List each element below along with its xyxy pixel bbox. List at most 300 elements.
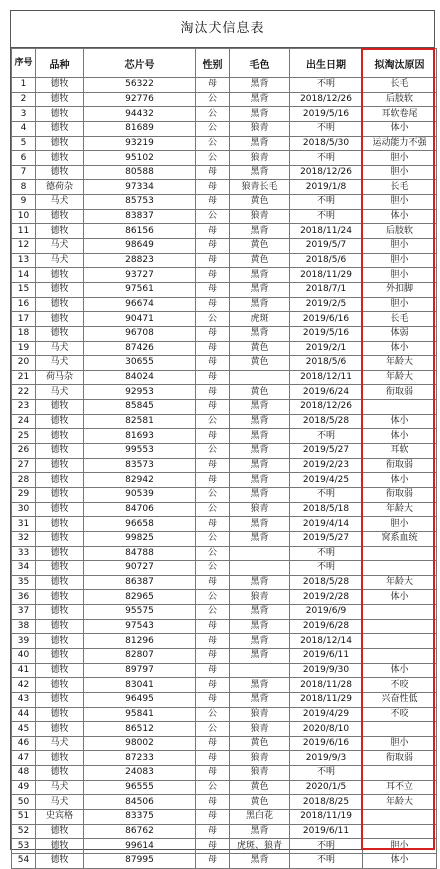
- cell-seq: 34: [12, 561, 36, 576]
- cell-chip: 83375: [84, 810, 196, 825]
- cell-chip: 98002: [84, 736, 196, 751]
- cell-color: 黑背: [230, 107, 290, 122]
- cell-chip: 96674: [84, 297, 196, 312]
- cell-sex: 公: [196, 531, 230, 546]
- cell-reason: 衔取弱: [363, 751, 437, 766]
- cell-chip: 99553: [84, 444, 196, 459]
- cell-reason: 体小: [363, 663, 437, 678]
- cell-color: 黑背: [230, 429, 290, 444]
- cell-breed: 德牧: [36, 853, 84, 868]
- cell-seq: 44: [12, 707, 36, 722]
- cell-color: 黄色: [230, 253, 290, 268]
- cell-breed: 德牧: [36, 297, 84, 312]
- header-sex: 性别: [196, 49, 230, 78]
- cell-color: 黑背: [230, 634, 290, 649]
- cell-breed: 德牧: [36, 136, 84, 151]
- cell-chip: 93727: [84, 268, 196, 283]
- cell-reason: 体小: [363, 429, 437, 444]
- cell-seq: 22: [12, 385, 36, 400]
- table-row: [12, 326, 437, 341]
- cell-breed: 德牧: [36, 268, 84, 283]
- cell-breed: 德牧: [36, 546, 84, 561]
- dog-info-sheet: [10, 10, 435, 866]
- cell-sex: 母: [196, 165, 230, 180]
- cell-sex: 母: [196, 341, 230, 356]
- cell-birth: 2018/5/6: [290, 253, 363, 268]
- cell-color: 虎斑、狼青: [230, 839, 290, 854]
- header-birth: 出生日期: [290, 49, 363, 78]
- cell-seq: 48: [12, 766, 36, 781]
- cell-color: [230, 370, 290, 385]
- cell-breed: 德牧: [36, 502, 84, 517]
- header-chip: 芯片号: [84, 49, 196, 78]
- header-color: 毛色: [230, 49, 290, 78]
- cell-seq: 18: [12, 326, 36, 341]
- cell-reason: 长毛: [363, 180, 437, 195]
- cell-seq: 5: [12, 136, 36, 151]
- cell-reason: 后肢软: [363, 92, 437, 107]
- cell-reason: 耳软: [363, 444, 437, 459]
- cell-chip: 81689: [84, 121, 196, 136]
- cell-breed: 德牧: [36, 224, 84, 239]
- cell-birth: 不明: [290, 78, 363, 93]
- header-seq: 序号: [12, 49, 36, 78]
- table-row: [12, 766, 437, 781]
- cell-chip: 86387: [84, 575, 196, 590]
- cell-seq: 13: [12, 253, 36, 268]
- cell-chip: 95841: [84, 707, 196, 722]
- cell-seq: 3: [12, 107, 36, 122]
- cell-birth: 不明: [290, 561, 363, 576]
- cell-color: 黑背: [230, 487, 290, 502]
- cell-color: 狼青: [230, 121, 290, 136]
- cell-seq: 31: [12, 517, 36, 532]
- cell-chip: 90727: [84, 561, 196, 576]
- cell-sex: 公: [196, 561, 230, 576]
- cell-chip: 84788: [84, 546, 196, 561]
- cell-sex: 母: [196, 458, 230, 473]
- cell-seq: 10: [12, 209, 36, 224]
- cell-color: 黑背: [230, 458, 290, 473]
- cell-reason: [363, 619, 437, 634]
- cell-seq: 2: [12, 92, 36, 107]
- cell-seq: 23: [12, 400, 36, 415]
- cell-chip: 96658: [84, 517, 196, 532]
- cell-breed: 德牧: [36, 209, 84, 224]
- cell-reason: 外扣脚: [363, 282, 437, 297]
- cell-birth: 不明: [290, 209, 363, 224]
- table-row: [12, 165, 437, 180]
- table-row: [12, 692, 437, 707]
- cell-breed: 德牧: [36, 165, 84, 180]
- cell-sex: 母: [196, 751, 230, 766]
- cell-color: 黑背: [230, 224, 290, 239]
- cell-sex: 母: [196, 385, 230, 400]
- cell-chip: 86762: [84, 824, 196, 839]
- cell-birth: 不明: [290, 429, 363, 444]
- cell-chip: 97334: [84, 180, 196, 195]
- cell-seq: 26: [12, 444, 36, 459]
- cell-sex: 母: [196, 619, 230, 634]
- cell-seq: 24: [12, 414, 36, 429]
- cell-color: 黑背: [230, 619, 290, 634]
- cell-breed: 德牧: [36, 678, 84, 693]
- cell-color: 狼青: [230, 151, 290, 166]
- cell-reason: [363, 810, 437, 825]
- cell-breed: 马犬: [36, 195, 84, 210]
- header-breed: 品种: [36, 49, 84, 78]
- cell-seq: 32: [12, 531, 36, 546]
- cell-breed: 马犬: [36, 253, 84, 268]
- cell-reason: 胆小: [363, 268, 437, 283]
- table-row: [12, 107, 437, 122]
- cell-color: 黑背: [230, 575, 290, 590]
- cell-color: 黑背: [230, 853, 290, 868]
- cell-breed: 德牧: [36, 561, 84, 576]
- cell-reason: 体弱: [363, 326, 437, 341]
- cell-breed: 德牧: [36, 107, 84, 122]
- cell-color: 黑白花: [230, 810, 290, 825]
- cell-sex: 母: [196, 824, 230, 839]
- cell-reason: 后肢软: [363, 224, 437, 239]
- cell-chip: 87233: [84, 751, 196, 766]
- table-row: [12, 517, 437, 532]
- table-row: [12, 180, 437, 195]
- cell-seq: 47: [12, 751, 36, 766]
- cell-sex: 母: [196, 297, 230, 312]
- cell-seq: 19: [12, 341, 36, 356]
- cell-breed: 德牧: [36, 487, 84, 502]
- cell-chip: 99825: [84, 531, 196, 546]
- cell-chip: 97561: [84, 282, 196, 297]
- cell-birth: 2018/11/19: [290, 810, 363, 825]
- cell-chip: 80588: [84, 165, 196, 180]
- cell-breed: 德牧: [36, 575, 84, 590]
- table-row: [12, 385, 437, 400]
- dog-table: [11, 48, 437, 869]
- table-row: [12, 268, 437, 283]
- cell-birth: 2019/6/11: [290, 824, 363, 839]
- cell-sex: 公: [196, 312, 230, 327]
- cell-sex: 母: [196, 180, 230, 195]
- cell-color: 黑背: [230, 297, 290, 312]
- cell-color: 狼青: [230, 590, 290, 605]
- cell-breed: 德牧: [36, 634, 84, 649]
- cell-sex: 母: [196, 326, 230, 341]
- cell-color: 黄色: [230, 795, 290, 810]
- cell-sex: 母: [196, 766, 230, 781]
- cell-reason: 体小: [363, 853, 437, 868]
- cell-sex: 公: [196, 590, 230, 605]
- cell-seq: 16: [12, 297, 36, 312]
- cell-birth: 2020/8/10: [290, 722, 363, 737]
- cell-seq: 28: [12, 473, 36, 488]
- cell-color: 黑背: [230, 78, 290, 93]
- cell-color: 黑背: [230, 136, 290, 151]
- cell-sex: 母: [196, 473, 230, 488]
- cell-birth: 2019/2/5: [290, 297, 363, 312]
- cell-color: 黄色: [230, 239, 290, 254]
- cell-sex: 母: [196, 810, 230, 825]
- cell-seq: 41: [12, 663, 36, 678]
- cell-breed: 德牧: [36, 282, 84, 297]
- cell-seq: 38: [12, 619, 36, 634]
- cell-sex: 母: [196, 195, 230, 210]
- table-row: [12, 619, 437, 634]
- header-row: [12, 49, 437, 78]
- cell-breed: 德牧: [36, 648, 84, 663]
- cell-chip: 84706: [84, 502, 196, 517]
- cell-breed: 德牧: [36, 429, 84, 444]
- table-row: [12, 561, 437, 576]
- cell-reason: 不咬: [363, 678, 437, 693]
- table-row: [12, 151, 437, 166]
- cell-reason: [363, 766, 437, 781]
- cell-reason: 长毛: [363, 78, 437, 93]
- cell-seq: 49: [12, 780, 36, 795]
- cell-chip: 89797: [84, 663, 196, 678]
- cell-seq: 51: [12, 810, 36, 825]
- table-row: [12, 78, 437, 93]
- cell-color: 狼青: [230, 502, 290, 517]
- cell-breed: 德牧: [36, 619, 84, 634]
- cell-color: 黑背: [230, 517, 290, 532]
- cell-sex: 母: [196, 282, 230, 297]
- cell-reason: 胆小: [363, 195, 437, 210]
- table-row: [12, 502, 437, 517]
- cell-seq: 4: [12, 121, 36, 136]
- cell-seq: 53: [12, 839, 36, 854]
- cell-breed: 德牧: [36, 692, 84, 707]
- cell-breed: 德牧: [36, 92, 84, 107]
- cell-sex: 公: [196, 605, 230, 620]
- cell-sex: 母: [196, 268, 230, 283]
- cell-breed: 德牧: [36, 722, 84, 737]
- cell-chip: 92776: [84, 92, 196, 107]
- cell-color: [230, 561, 290, 576]
- cell-reason: 体小: [363, 473, 437, 488]
- cell-reason: [363, 648, 437, 663]
- table-row: [12, 531, 437, 546]
- cell-color: 虎斑: [230, 312, 290, 327]
- cell-chip: 86512: [84, 722, 196, 737]
- table-row: [12, 282, 437, 297]
- cell-sex: 公: [196, 722, 230, 737]
- table-row: [12, 839, 437, 854]
- cell-birth: 2019/4/14: [290, 517, 363, 532]
- cell-reason: 不咬: [363, 707, 437, 722]
- table-row: [12, 810, 437, 825]
- cell-birth: 2018/11/24: [290, 224, 363, 239]
- cell-seq: 29: [12, 487, 36, 502]
- cell-chip: 94432: [84, 107, 196, 122]
- cell-reason: [363, 722, 437, 737]
- cell-sex: 母: [196, 429, 230, 444]
- cell-reason: 胆小: [363, 239, 437, 254]
- cell-reason: 胆小: [363, 165, 437, 180]
- cell-breed: 德牧: [36, 414, 84, 429]
- cell-breed: 马犬: [36, 795, 84, 810]
- cell-reason: 体小: [363, 341, 437, 356]
- table-row: [12, 648, 437, 663]
- cell-birth: 2019/6/9: [290, 605, 363, 620]
- cell-birth: 2018/11/29: [290, 268, 363, 283]
- table-row: [12, 297, 437, 312]
- cell-sex: 母: [196, 736, 230, 751]
- cell-chip: 82581: [84, 414, 196, 429]
- cell-color: 黑背: [230, 824, 290, 839]
- cell-reason: 年龄大: [363, 356, 437, 371]
- cell-color: 黑背: [230, 678, 290, 693]
- cell-breed: 德牧: [36, 458, 84, 473]
- cell-birth: 不明: [290, 121, 363, 136]
- cell-reason: 胆小: [363, 839, 437, 854]
- table-row: [12, 92, 437, 107]
- cell-reason: [363, 824, 437, 839]
- cell-birth: 2019/6/16: [290, 312, 363, 327]
- cell-birth: 2019/9/30: [290, 663, 363, 678]
- cell-birth: 2018/5/28: [290, 575, 363, 590]
- cell-birth: 2018/5/30: [290, 136, 363, 151]
- cell-seq: 11: [12, 224, 36, 239]
- cell-seq: 40: [12, 648, 36, 663]
- cell-reason: 运动能力不强: [363, 136, 437, 151]
- cell-seq: 50: [12, 795, 36, 810]
- cell-chip: 95575: [84, 605, 196, 620]
- cell-color: 狼青: [230, 209, 290, 224]
- cell-chip: 82942: [84, 473, 196, 488]
- cell-breed: 马犬: [36, 341, 84, 356]
- cell-birth: 2018/5/28: [290, 414, 363, 429]
- cell-color: 黄色: [230, 341, 290, 356]
- cell-breed: 德牧: [36, 707, 84, 722]
- cell-breed: 德牧: [36, 326, 84, 341]
- cell-breed: 德荷杂: [36, 180, 84, 195]
- cell-chip: 95102: [84, 151, 196, 166]
- cell-color: 黑背: [230, 165, 290, 180]
- cell-breed: 德牧: [36, 663, 84, 678]
- cell-sex: 公: [196, 780, 230, 795]
- cell-seq: 7: [12, 165, 36, 180]
- cell-birth: 2018/12/14: [290, 634, 363, 649]
- cell-birth: 2019/2/23: [290, 458, 363, 473]
- cell-reason: [363, 561, 437, 576]
- table-row: [12, 121, 437, 136]
- cell-sex: 母: [196, 853, 230, 868]
- table-body: [12, 78, 437, 869]
- cell-sex: 公: [196, 502, 230, 517]
- cell-sex: 母: [196, 692, 230, 707]
- cell-seq: 20: [12, 356, 36, 371]
- cell-breed: 德牧: [36, 751, 84, 766]
- cell-chip: 85753: [84, 195, 196, 210]
- cell-chip: 99614: [84, 839, 196, 854]
- cell-chip: 85845: [84, 400, 196, 415]
- cell-color: [230, 663, 290, 678]
- cell-seq: 15: [12, 282, 36, 297]
- cell-reason: 年龄大: [363, 575, 437, 590]
- table-row: [12, 400, 437, 415]
- cell-sex: 公: [196, 487, 230, 502]
- cell-sex: 母: [196, 356, 230, 371]
- table-row: [12, 663, 437, 678]
- cell-seq: 8: [12, 180, 36, 195]
- cell-breed: 德牧: [36, 121, 84, 136]
- cell-seq: 17: [12, 312, 36, 327]
- cell-color: 黄色: [230, 780, 290, 795]
- cell-breed: 德牧: [36, 605, 84, 620]
- cell-birth: 2018/12/26: [290, 400, 363, 415]
- cell-breed: 马犬: [36, 356, 84, 371]
- cell-chip: 30655: [84, 356, 196, 371]
- cell-breed: 荷马杂: [36, 370, 84, 385]
- cell-color: 黑背: [230, 444, 290, 459]
- table-row: [12, 473, 437, 488]
- cell-birth: 2018/7/1: [290, 282, 363, 297]
- cell-color: 黑背: [230, 605, 290, 620]
- cell-seq: 21: [12, 370, 36, 385]
- cell-breed: 德牧: [36, 312, 84, 327]
- cell-chip: 81296: [84, 634, 196, 649]
- cell-seq: 39: [12, 634, 36, 649]
- cell-sex: 母: [196, 78, 230, 93]
- table-row: [12, 253, 437, 268]
- cell-reason: 胆小: [363, 253, 437, 268]
- cell-color: 狼青: [230, 766, 290, 781]
- cell-chip: 86156: [84, 224, 196, 239]
- cell-seq: 35: [12, 575, 36, 590]
- cell-breed: 马犬: [36, 780, 84, 795]
- cell-breed: 德牧: [36, 400, 84, 415]
- cell-breed: 德牧: [36, 517, 84, 532]
- cell-birth: 不明: [290, 853, 363, 868]
- table-row: [12, 195, 437, 210]
- cell-color: 黑背: [230, 92, 290, 107]
- cell-chip: 82965: [84, 590, 196, 605]
- cell-birth: 2018/11/28: [290, 678, 363, 693]
- cell-chip: 96555: [84, 780, 196, 795]
- cell-reason: 年龄大: [363, 795, 437, 810]
- cell-reason: [363, 634, 437, 649]
- cell-reason: 胆小: [363, 517, 437, 532]
- cell-breed: 德牧: [36, 78, 84, 93]
- cell-sex: 母: [196, 839, 230, 854]
- cell-sex: 母: [196, 224, 230, 239]
- cell-birth: 不明: [290, 487, 363, 502]
- cell-sex: 母: [196, 400, 230, 415]
- cell-color: 黑背: [230, 414, 290, 429]
- cell-chip: 90471: [84, 312, 196, 327]
- table-row: [12, 444, 437, 459]
- cell-color: 黄色: [230, 356, 290, 371]
- cell-seq: 6: [12, 151, 36, 166]
- cell-chip: 87426: [84, 341, 196, 356]
- table-row: [12, 458, 437, 473]
- cell-sex: 母: [196, 648, 230, 663]
- cell-reason: 兴奋性低: [363, 692, 437, 707]
- cell-breed: 德牧: [36, 839, 84, 854]
- cell-sex: 公: [196, 209, 230, 224]
- cell-sex: 公: [196, 444, 230, 459]
- cell-chip: 87995: [84, 853, 196, 868]
- cell-breed: 马犬: [36, 239, 84, 254]
- table-row: [12, 356, 437, 371]
- cell-birth: 2019/2/1: [290, 341, 363, 356]
- cell-birth: 2018/5/18: [290, 502, 363, 517]
- cell-breed: 马犬: [36, 385, 84, 400]
- cell-seq: 33: [12, 546, 36, 561]
- cell-color: 黑背: [230, 282, 290, 297]
